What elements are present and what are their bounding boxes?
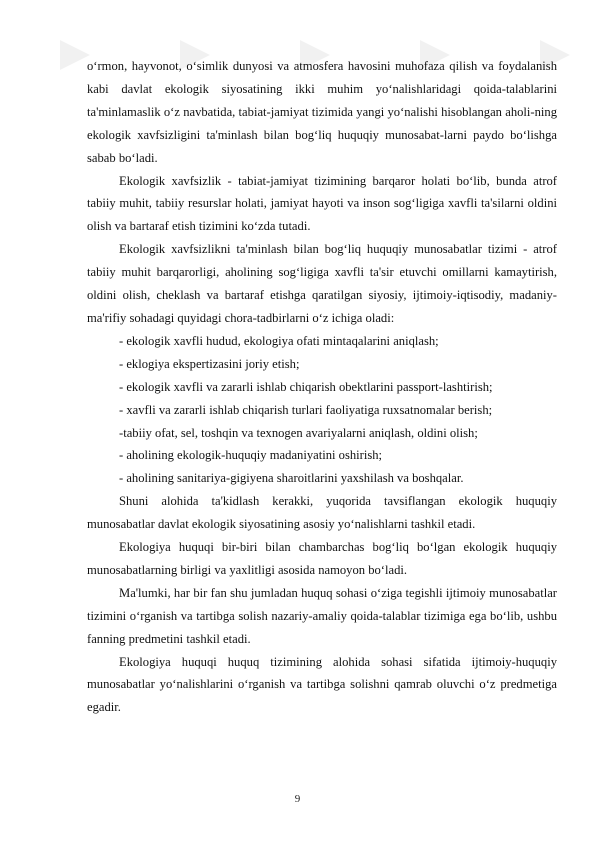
paragraph-emphasis: Shuni alohida ta'kidlash kerakki, yuqorida tavsiflangan ekologik huquqiy munosabatlar davlat ekologik siyosatining asosiy yo‘nalishlarni tashkil etadi. bbox=[87, 494, 557, 532]
paragraph-ecology-law-unity: Ekologiya huquqi bir-biri bilan chambarchas bog‘liq bo‘lgan ekologik huquqiy munosabatlarning birligi va yaxlitligi asosida namoyon bo‘ladi. bbox=[87, 540, 557, 577]
list-item: - ekologik xavfli hudud, ekologiya ofati mintaqalarini aniqlash; bbox=[119, 333, 439, 348]
list-item: - aholining sanitariya-gigiyena sharoitlarini yaxshilash va boshqalar. bbox=[119, 471, 464, 486]
document-body bbox=[87, 55, 557, 719]
paragraph-continuation: o‘rmon, hayvonot, o‘simlik dunyosi va atmosfera havosini muhofaza qilish va foydalanish kabi davlat ekologik siyosatining ikki muhim yo‘nalishlaridagi qoida-talablarini ta'minlamaslik o‘z navbatida, tabiat-jamiyat tizimida yangi yo‘nalishi hisoblangan aholi-ning ekologik xavfsizligini ta'minlash bilan bog‘liq huquqiy munosabat-larni paydo bo‘lishga sabab bo‘ladi. bbox=[87, 59, 557, 165]
list-item: - ekologik xavfli va zararli ishlab chiqarish obektlarini passport-lashtirish; bbox=[119, 379, 493, 394]
paragraph-legal-relations-system: Ekologik xavfsizlikni ta'minlash bilan bog‘liq huquqiy munosabatlar tizimi - atrof tabiiy muhit barqarorligi, aholining sog‘ligiga xavfli ta'sir etuvchi omillarni kamaytirish, oldini olish, cheklash va bartaraf etishga qaratilgan siyosiy, ijtimoiy-iqtisodiy, madaniy-ma'rifiy sohadagi quyidagi chora-tadbirlarni o‘z ichiga oladi: bbox=[87, 242, 557, 325]
list-item: - xavfli va zararli ishlab chiqarish turlari faoliyatiga ruxsatnomalar berish; bbox=[119, 402, 493, 417]
page-number: 9 bbox=[294, 793, 301, 805]
list-item: -tabiiy ofat, sel, toshqin va texnogen avariyalarni aniqlash, oldini olish; bbox=[119, 425, 478, 440]
list-item: - aholining ekologik-huquqiy madaniyatini oshirish; bbox=[119, 448, 383, 463]
paragraph-ecology-law-subject: Ekologiya huquqi huquq tizimining alohida sohasi sifatida ijtimoiy-huquqiy munosabatlar yo‘nalishlarini o‘rganish va tartibga solishni qamrab oluvchi o‘z predmetiga egadir. bbox=[87, 654, 557, 715]
paragraph-ecological-safety-definition: Ekologik xavfsizlik - tabiat-jamiyat tizimining barqaror holati bo‘lib, bunda atrof tabiiy muhit, tabiiy resurslar holati, jamiyat hayoti va inson sog‘ligiga xavfli ta'silarni oldini olish va bartaraf etish tizimini ko‘zda tutadi. bbox=[87, 173, 557, 234]
list-item: - eklogiya ekspertizasini joriy etish; bbox=[119, 356, 300, 371]
paragraph-subject-of-science: Ma'lumki, har bir fan shu jumladan huquq sohasi o‘ziga tegishli ijtimoiy munosabatlar tizimini o‘rganish va tartibga solish nazariy-amaliy qoida-talablar tizimiga ega bo‘lib, ushbu fanning predmetini tashkil etadi. bbox=[87, 585, 557, 646]
